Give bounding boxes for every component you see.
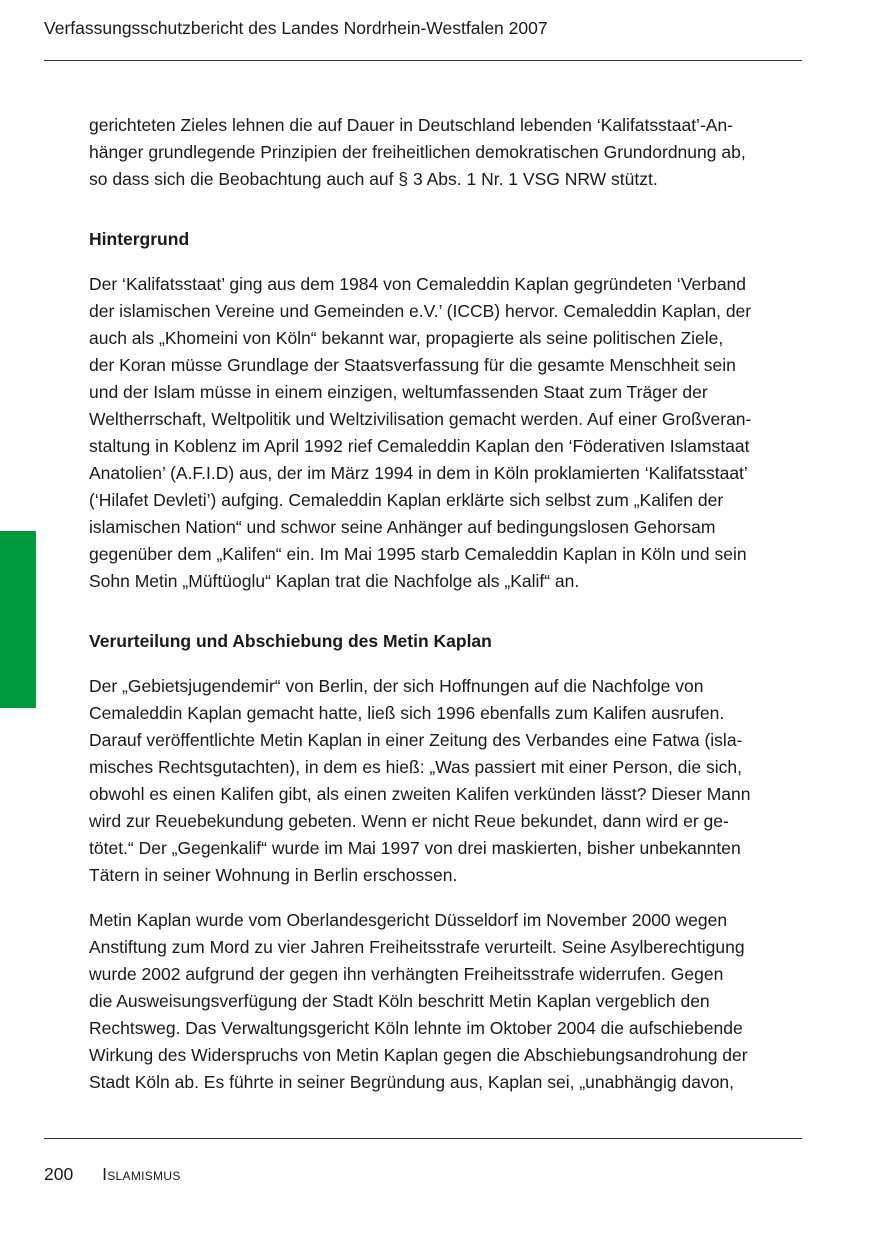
- text-line: Weltherrschaft, Weltpolitik und Weltzivilisation gemacht werden. Auf einer Großveran-: [89, 409, 752, 429]
- text-line: der Koran müsse Grundlage der Staatsverfassung für die gesamte Menschheit sein: [89, 355, 736, 375]
- text-line: Darauf veröffentlichte Metin Kaplan in einer Zeitung des Verbandes eine Fatwa (isla-: [89, 730, 743, 750]
- text-line: Anatolien’ (A.F.I.D) aus, der im März 1994 in dem in Köln proklamierten ‘Kalifatsstaat’: [89, 463, 748, 483]
- text-line: Anstiftung zum Mord zu vier Jahren Freiheitsstrafe verurteilt. Seine Asylberechtigung: [89, 937, 745, 957]
- text-line: Wirkung des Widerspruchs von Metin Kaplan gegen die Abschiebungsandrohung der: [89, 1045, 748, 1065]
- text-line: Metin Kaplan wurde vom Oberlandesgericht Düsseldorf im November 2000 wegen: [89, 910, 728, 930]
- text-line: der islamischen Vereine und Gemeinden e.V.’ (ICCB) hervor. Cemaleddin Kaplan, der: [89, 301, 752, 321]
- page-number: 200: [44, 1164, 74, 1184]
- section-heading-verurteilung: Verurteilung und Abschiebung des Metin Kaplan: [89, 631, 492, 651]
- text-line: obwohl es einen Kalifen gibt, als einen zweiten Kalifen verkünden lässt? Dieser Mann: [89, 784, 751, 804]
- text-line: staltung in Koblenz im April 1992 rief Cemaleddin Kaplan den ‘Föderativen Islamstaat: [89, 436, 750, 456]
- page-footer: [44, 1163, 181, 1185]
- chapter-color-tab: [0, 531, 36, 708]
- paragraph-hintergrund: [89, 271, 803, 595]
- text-line: Sohn Metin „Müftüoglu“ Kaplan trat die Nachfolge als „Kalif“ an.: [89, 571, 580, 591]
- paragraph-gegenkalif: [89, 673, 803, 889]
- text-line: gegenüber dem „Kalifen“ ein. Im Mai 1995 starb Cemaleddin Kaplan in Köln und sein: [89, 544, 747, 564]
- text-line: Der ‘Kalifatsstaat’ ging aus dem 1984 von Cemaleddin Kaplan gegründeten ‘Verband: [89, 274, 747, 294]
- text-line: auch als „Khomeini von Köln“ bekannt war, propagierte als seine politischen Ziele,: [89, 328, 724, 348]
- footer-section-title: Islamismus: [102, 1164, 181, 1184]
- text-line: (‘Hilafet Devleti’) aufging. Cemaleddin Kaplan erklärte sich selbst zum „Kalifen der: [89, 490, 724, 510]
- text-line: Stadt Köln ab. Es führte in seiner Begründung aus, Kaplan sei, „unabhängig davon,: [89, 1072, 735, 1092]
- text-line: Rechtsweg. Das Verwaltungsgericht Köln lehnte im Oktober 2004 die aufschiebende: [89, 1018, 743, 1038]
- footer-divider: [44, 1138, 802, 1139]
- text-line: islamischen Nation“ und schwor seine Anhänger auf bedingungslosen Gehorsam: [89, 517, 716, 537]
- text-line: Cemaleddin Kaplan gemacht hatte, ließ sich 1996 ebenfalls zum Kalifen ausrufen.: [89, 703, 725, 723]
- section-heading-hintergrund: Hintergrund: [89, 229, 190, 249]
- text-line: so dass sich die Beobachtung auch auf § 3 Abs. 1 Nr. 1 VSG NRW stützt.: [89, 169, 658, 189]
- text-line: Der „Gebietsjugendemir“ von Berlin, der sich Hoffnungen auf die Nachfolge von: [89, 676, 704, 696]
- page-header-title: Verfassungsschutzbericht des Landes Nordrhein-Westfalen 2007: [44, 18, 548, 38]
- text-line: wurde 2002 aufgrund der gegen ihn verhängten Freiheitsstrafe widerrufen. Gegen: [89, 964, 724, 984]
- intro-paragraph: [89, 112, 803, 193]
- text-line: hänger grundlegende Prinzipien der freiheitlichen demokratischen Grundordnung ab,: [89, 142, 746, 162]
- text-line: Tätern in seiner Wohnung in Berlin erschossen.: [89, 865, 458, 885]
- text-line: gerichteten Zieles lehnen die auf Dauer in Deutschland lebenden ‘Kalifatsstaat’-An-: [89, 115, 734, 135]
- text-line: misches Rechtsgutachten), in dem es hieß: „Was passiert mit einer Person, die sich,: [89, 757, 742, 777]
- text-line: wird zur Reuebekundung gebeten. Wenn er nicht Reue bekundet, dann wird er ge-: [89, 811, 729, 831]
- text-line: die Ausweisungsverfügung der Stadt Köln beschritt Metin Kaplan vergeblich den: [89, 991, 710, 1011]
- text-line: tötet.“ Der „Gegenkalif“ wurde im Mai 1997 von drei maskierten, bisher unbekannten: [89, 838, 741, 858]
- text-line: und der Islam müsse in einem einzigen, weltumfassenden Staat zum Träger der: [89, 382, 708, 402]
- header-divider: [44, 60, 802, 61]
- page-content: [89, 112, 803, 1129]
- paragraph-verurteilung: [89, 907, 803, 1096]
